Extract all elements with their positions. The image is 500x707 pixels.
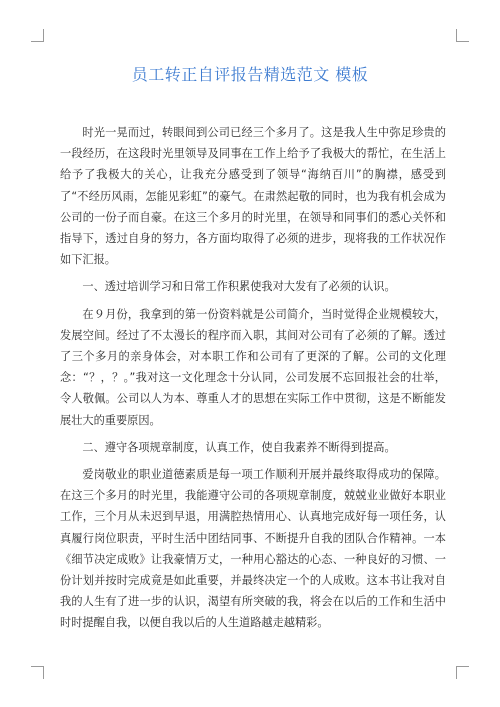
paragraph-intro: 时光一晃而过，转眼间到公司已经三个多月了。这是我人生中弥足珍贵的一段经历，在这段时光里领导及同事在工作上给予了我极大的帮忙，在生活上给予了我极大的关心，让我充分感受到了领导“海纳百川”的胸襟，感受到了“不经历风雨，怎能见彩虹”的豪气。在肃然起敬的同时，也为我有机会成为公司的一份子而自豪。在这三个多月的时光里，在领导和同事们的悉心关怀和指导下，透过自身的努力，各方面均取得了必须的进步，现将我的工作状况作如下汇报。 — [60, 126, 446, 267]
paragraph-section-2: 爱岗敬业的职业道德素质是每一项工作顺利开展并最终取得成功的保障。在这三个多月的时光里，我能遵守公司的各项规章制度，兢兢业业做好本职业工作，三个月从未迟到早退，用满腔热情用心、认真地完成好每一项任务，认真履行岗位职责，平时生活中团结同事、不断提升自我的团队合作精神。一本《细节决定成败》让我豪情万丈，一种用心豁达的心态、一种良好的习惯、一份计划并按时完成竟是如此重要，并最终决定一个的人成败。这本书让我对自我的人生有了进一步的认识，渴望有所突破的我，将会在以后的工作和生活中时时提醒自我，以便自我以后的人生道路越走越精彩。 — [60, 468, 446, 630]
document-body — [60, 122, 446, 640]
paragraph-section-1: 在９月份，我拿到的第一份资料就是公司简介，当时觉得企业规模较大，发展空间。经过了不太漫长的程序而入职，其间对公司有了必须的了解。透过了三个多月的亲身体会，对本职工作和公司有了更深的了解。公司的文化理念：“？，？。”我对这一文化理念十分认同，公司发展不忘回报社会的壮举，令人敬佩。公司以人为本、尊重人才的思想在实际工作中贯彻，这是不断能发展壮大的重要原因。 — [60, 307, 446, 427]
section-heading-2: 二、遵守各项规章制度，认真工作，使自我素养不断得到提高。 — [82, 440, 396, 454]
crop-mark-top-right — [456, 29, 469, 42]
crop-mark-bottom-left — [31, 666, 44, 679]
crop-mark-bottom-right — [456, 666, 469, 679]
document-title: 员工转正自评报告精选范文 模板 — [131, 65, 369, 84]
crop-mark-top-left — [31, 29, 44, 42]
section-heading-1: 一、透过培训学习和日常工作积累使我对大发有了必须的认识。 — [82, 280, 396, 294]
